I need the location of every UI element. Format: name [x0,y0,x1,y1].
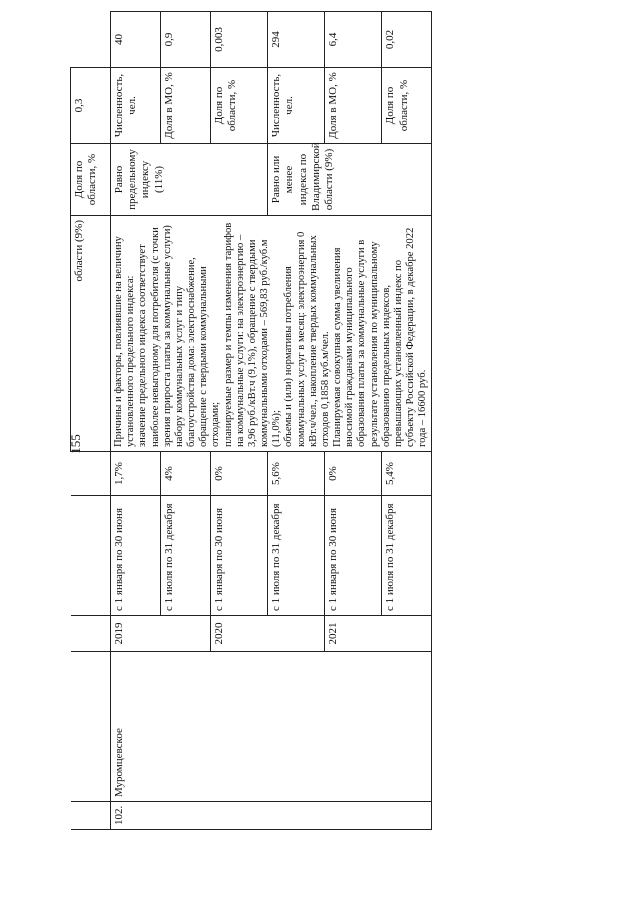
reasons-line: значение предельного индекса соответствует наиболее невыгодному для потребителя (с точки зрения прироста платы за коммунальные услуги) набору коммунальных услуг и типу благоустройства дома: электроснабжение, обращение с твердыми коммунальными отходами; [137,225,222,447]
period-label: с 1 января по 30 июня [325,496,382,616]
rotated-table-sheet [70,20,429,830]
metric-name: Численность, чел. [268,68,325,144]
metric-name: Доля по области, % [382,68,432,144]
top-fragment-value: 0,3 [71,68,111,144]
metric-name: Доля в МО, % [325,68,382,144]
period-rate: 0% [211,452,268,496]
metric-value: 0,003 [211,12,268,68]
group-label: Равно или менее индекса по Владимирской области (9%) [268,144,432,216]
reasons-line: Планируемая совокупная сумма увеличения вносимой гражданами муниципального образования платы за коммунальные услуги в результате установления по муниципальному образованию предельных индексов, превышающих установленный индекс по субъекту Российской Федерации, в декабре 2022 года – 16600 руб. [332,227,429,447]
period-label: с 1 января по 30 июня [111,496,161,616]
page-number: 155 [68,434,83,454]
tariff-index-table [70,11,432,830]
year-cell: 2020 [211,616,325,652]
metric-value: 6,4 [325,12,382,68]
year-cell: 2021 [325,616,432,652]
reasons-text [111,216,432,452]
metric-name: Доля по области, % [211,68,268,144]
municipality-name: Муромцевское [111,652,432,802]
period-rate: 5,4% [382,452,432,496]
period-label: с 1 июля по 31 декабря [161,496,211,616]
row-number: 102. [111,802,432,830]
metric-value: 294 [268,12,325,68]
metric-value: 40 [111,12,161,68]
period-label: с 1 июля по 31 декабря [382,496,432,616]
reasons-line: Причины и факторы, повлиявшие на величину установленного предельного индекса: [113,236,137,447]
period-label: с 1 июля по 31 декабря [268,496,325,616]
metric-name: Численность, чел. [111,68,161,144]
top-fragment-label: области (9%) [71,216,111,452]
period-row [111,12,161,830]
reasons-line: планируемые размер и темпы изменения тарифов на коммунальные услуги: на электроэнергию – 3,96 руб./кВт.ч (9,1%), обращение с твердыми коммунальными отходами – 569,83 руб./куб.м (11,0%); [222,222,283,447]
period-rate: 0% [325,452,382,496]
metric-name: Доля в МО, % [161,68,211,144]
period-rate: 4% [161,452,211,496]
top-fragment-header: Доля по области, % [71,144,111,216]
year-cell: 2019 [111,616,211,652]
group-label: Равно предельному индексу (11%) [111,144,268,216]
reasons-line: объемы и (или) нормативы потребления коммунальных услуг в месяц: электроэнергия 0 кВт.ч/чел., накопление твердых коммунальных отходов 0,1858 куб.м/чел. [283,231,331,447]
top-fragment-row [71,12,111,830]
metric-value: 0,9 [161,12,211,68]
period-rate: 1,7% [111,452,161,496]
metric-value: 0,02 [382,12,432,68]
period-rate: 5,6% [268,452,325,496]
period-label: с 1 января по 30 июня [211,496,268,616]
